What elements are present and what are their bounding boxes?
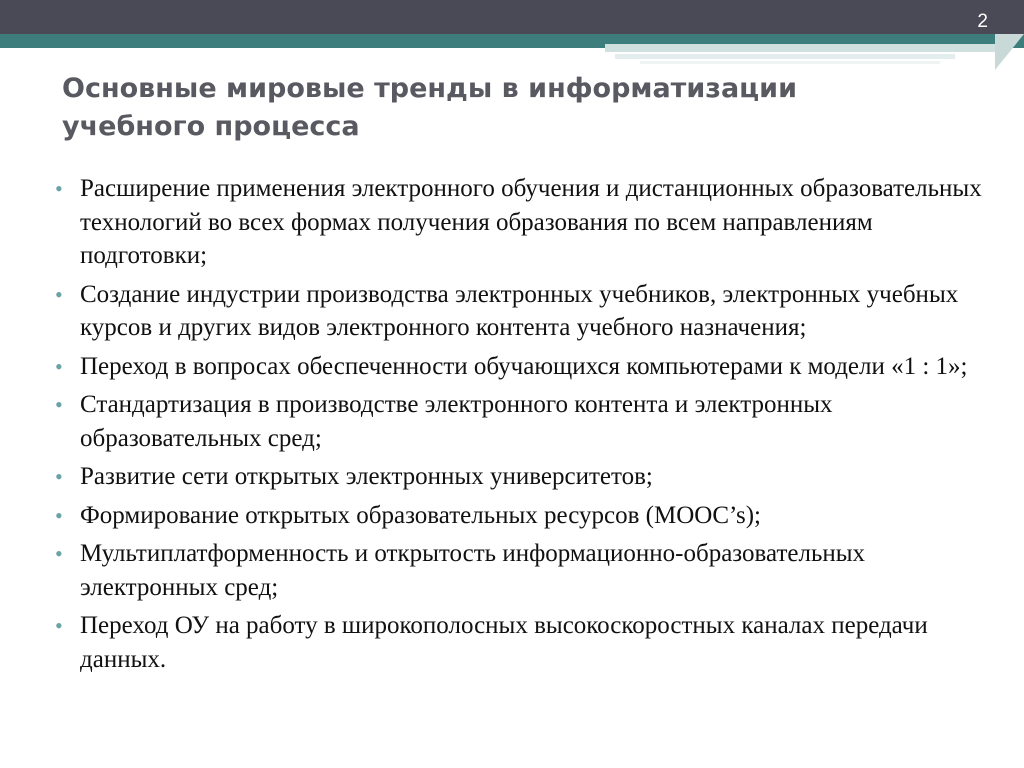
bullet-list bbox=[52, 172, 1002, 681]
decorative-stripe bbox=[605, 44, 995, 52]
list-item bbox=[52, 609, 1002, 676]
bullet-icon: • bbox=[55, 392, 63, 417]
list-item-text: Мультиплатформенность и открытость информационно-образовательных электронных сред; bbox=[80, 540, 866, 601]
header-bar bbox=[0, 0, 1024, 34]
decorative-stripe bbox=[615, 54, 955, 59]
list-item-text: Стандартизация в производстве электронного контента и электронных образовательных сред; bbox=[80, 391, 833, 452]
bullet-icon: • bbox=[55, 613, 63, 638]
list-item bbox=[52, 537, 1002, 604]
bullet-icon: • bbox=[55, 464, 63, 489]
list-item-text: Переход в вопросах обеспеченности обучающихся компьютерами к модели «1 : 1»; bbox=[80, 352, 968, 380]
corner-fold-decoration bbox=[995, 34, 1024, 70]
page-number: 2 bbox=[977, 11, 988, 32]
list-item bbox=[52, 350, 1002, 384]
list-item bbox=[52, 278, 1002, 345]
list-item bbox=[52, 499, 1002, 533]
bullet-icon: • bbox=[55, 281, 63, 307]
bullet-icon: • bbox=[55, 541, 63, 566]
list-item bbox=[52, 388, 1002, 455]
list-item bbox=[52, 460, 1002, 494]
list-item-text: Создание индустрии производства электронных учебников, электронных учебных курсов и других видов электронного контента учебного назначения; bbox=[80, 280, 959, 341]
decorative-stripe bbox=[640, 61, 940, 64]
list-item bbox=[52, 172, 1002, 273]
bullet-icon: • bbox=[55, 502, 63, 528]
list-item-text: Переход ОУ на работу в широкополосных высокоскоростных каналах передачи данных. bbox=[80, 612, 928, 673]
list-item-text: Формирование открытых образовательных ресурсов (MOOC’s); bbox=[80, 501, 761, 529]
bullet-icon: • bbox=[55, 353, 63, 379]
bullet-icon: • bbox=[55, 176, 63, 201]
list-item-text: Развитие сети открытых электронных университетов; bbox=[80, 463, 653, 490]
slide-title: Основные мировые тренды в информатизации учебного процесса bbox=[62, 73, 798, 142]
list-item-text: Расширение применения электронного обучения и дистанционных образовательных технологий во всех формах получения образования по всем направлениям подготовки; bbox=[80, 175, 982, 269]
